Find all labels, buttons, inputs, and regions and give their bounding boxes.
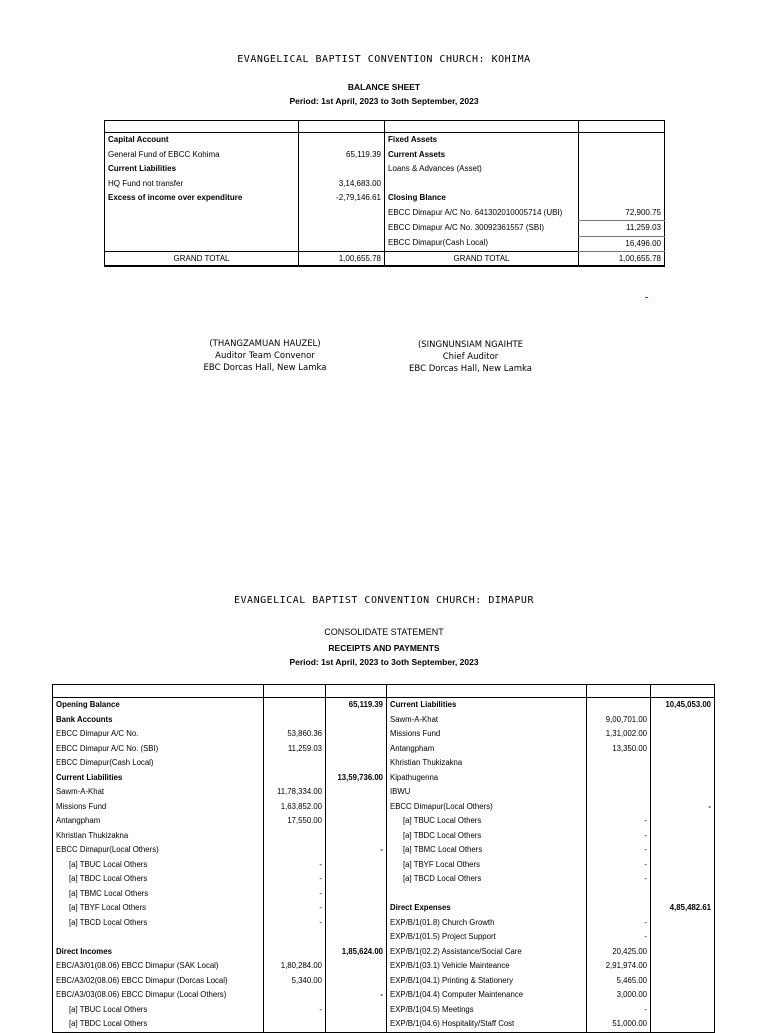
receipt-total (326, 974, 387, 989)
payment-amount: - (587, 829, 651, 844)
balance-sheet-period: Period: 1st April, 2023 to 3oth September, 2023 (289, 96, 479, 106)
liability-label: HQ Fund not transfer (108, 178, 184, 188)
payment-total (651, 959, 715, 974)
payment-amount: 1,31,002.00 (587, 727, 651, 742)
payment-label: EXP/B/1(04.4) Computer Maintenance (387, 988, 587, 1003)
receipt-label: Missions Fund (56, 801, 107, 811)
payment-label: [a] TBUC Local Others (387, 814, 587, 829)
table-row (53, 698, 715, 713)
receipt-label: [a] TBMC Local Others (69, 888, 149, 898)
receipt-label: Opening Balance (56, 700, 120, 709)
receipt-total (326, 887, 387, 902)
receipt-total (326, 800, 387, 815)
table-row (53, 887, 715, 902)
payment-amount: - (587, 916, 651, 931)
receipt-total (326, 1003, 387, 1018)
grand-total-right: 1,00,655.78 (579, 252, 665, 267)
asset-label: EBCC Dimapur A/C No. 30092361557 (SBI) (385, 221, 579, 237)
asset-label: Fixed Assets (385, 133, 579, 148)
payment-label: [a] TBYF Local Others (387, 858, 587, 873)
grand-total-label: GRAND TOTAL (105, 252, 299, 267)
payment-total (651, 1003, 715, 1018)
payment-amount (587, 771, 651, 786)
payment-total (651, 1017, 715, 1032)
signatory-place: EBC Dorcas Hall, New Lamka (409, 364, 532, 374)
payment-label: EXP/B/1(01.8) Church Growth (387, 916, 587, 931)
table-row (53, 858, 715, 873)
liability-amount: -2,79,146.61 (299, 191, 385, 206)
signatory-role: Auditor Team Convenor (215, 351, 315, 361)
payment-amount: 20,425.00 (587, 945, 651, 960)
payment-label: Direct Expenses (387, 901, 587, 916)
receipt-label: Bank Accounts (56, 714, 113, 724)
payment-total (651, 829, 715, 844)
payment-total (651, 727, 715, 742)
table-row (53, 974, 715, 989)
payment-amount: - (587, 858, 651, 873)
liability-label (105, 221, 299, 237)
payment-label: Sawm-A-Khat (387, 713, 587, 728)
liability-amount (299, 206, 385, 221)
payment-label: EXP/B/1(03.1) Vehicle Mainteance (387, 959, 587, 974)
table-row (53, 959, 715, 974)
table-row (53, 1017, 715, 1032)
asset-label: Closing Blance (385, 191, 579, 206)
payment-total (651, 887, 715, 902)
receipt-amount: 53,860.36 (264, 727, 326, 742)
signature-block-convenor (180, 338, 350, 374)
receipt-total (326, 916, 387, 931)
table-row (53, 785, 715, 800)
payment-label: EXP/B/1(04.1) Printing & Stationery (387, 974, 587, 989)
liability-amount: 65,119.39 (299, 148, 385, 163)
asset-amount (579, 177, 665, 192)
receipt-total (326, 814, 387, 829)
kohima-org-title: EVANGELICAL BAPTIST CONVENTION CHURCH: KOHIMA (237, 54, 531, 65)
receipt-amount: - (264, 901, 326, 916)
table-row (53, 930, 715, 945)
liability-label: Excess of income over expenditure (108, 193, 243, 202)
signature-block-chief-auditor (383, 339, 558, 375)
receipt-label: [a] TBUC Local Others (69, 1004, 148, 1014)
receipt-amount: 17,550.00 (264, 814, 326, 829)
payment-total (651, 945, 715, 960)
receipt-label: Khristian Thukizakna (56, 830, 129, 840)
table-row (53, 814, 715, 829)
grand-total-left: 1,00,655.78 (299, 252, 385, 267)
receipt-total: 1,85,624.00 (326, 945, 387, 960)
table-row (105, 206, 665, 221)
receipt-label: [a] TBCD Local Others (69, 917, 148, 927)
table-row (53, 916, 715, 931)
payment-label: EXP/B/1(04.6) Hospitality/Staff Cost (387, 1017, 587, 1032)
receipt-total (326, 930, 387, 945)
receipt-label: [a] TBUC Local Others (69, 859, 148, 869)
payment-amount: 13,350.00 (587, 742, 651, 757)
liability-amount: 3,14,683.00 (299, 177, 385, 192)
payment-label (387, 887, 587, 902)
receipt-amount (264, 771, 326, 786)
signatory-role: Chief Auditor (442, 352, 499, 362)
receipt-amount (264, 829, 326, 844)
table-row (53, 901, 715, 916)
receipt-amount: - (264, 1003, 326, 1018)
liability-amount (299, 133, 385, 148)
payment-label: EXP/B/1(01.5) Project Support (387, 930, 587, 945)
payment-amount: - (587, 872, 651, 887)
payment-label: EBCC Dimapur(Local Others) (387, 800, 587, 815)
signatory-name: (SINGNUNSIAM NGAIHTE (417, 340, 524, 350)
asset-amount: 72,900.75 (579, 206, 665, 221)
payment-total (651, 756, 715, 771)
table-header-row (105, 121, 665, 133)
table-row (105, 191, 665, 206)
payment-total (651, 916, 715, 931)
receipt-amount: - (264, 916, 326, 931)
red-mark (645, 297, 648, 298)
liability-label: Capital Account (108, 135, 169, 144)
payment-amount: - (587, 843, 651, 858)
table-row (53, 800, 715, 815)
liability-label: General Fund of EBCC Kohima (108, 149, 220, 159)
receipt-total (326, 872, 387, 887)
payment-label: Missions Fund (387, 727, 587, 742)
payment-label: Khristian Thukizakna (387, 756, 587, 771)
receipt-total (326, 713, 387, 728)
receipt-amount (264, 930, 326, 945)
receipt-total: 65,119.39 (326, 698, 387, 713)
signatory-place: EBC Dorcas Hall, New Lamka (203, 363, 327, 373)
payment-label: [a] TBMC Local Others (387, 843, 587, 858)
payment-total (651, 858, 715, 873)
table-row (53, 771, 715, 786)
payment-total (651, 930, 715, 945)
table-row (105, 177, 665, 192)
receipt-label (53, 930, 264, 945)
asset-amount (579, 162, 665, 177)
receipt-label: EBC/A3/02(08.06) EBCC Dimapur (Dorcas Local) (56, 975, 228, 985)
receipt-label: Current Liabilities (56, 772, 123, 782)
payment-label: Kipathugenna (387, 771, 587, 786)
grand-total-label: GRAND TOTAL (385, 252, 579, 267)
asset-amount: 16,496.00 (579, 236, 665, 252)
asset-label: Loans & Advances (Asset) (385, 162, 579, 177)
receipt-total (326, 785, 387, 800)
receipt-total: - (326, 988, 387, 1003)
asset-amount (579, 191, 665, 206)
payment-label: [a] TBDC Local Others (387, 829, 587, 844)
payment-total (651, 814, 715, 829)
consolidate-statement-title: CONSOLIDATE STATEMENT (324, 627, 444, 637)
table-row (53, 756, 715, 771)
receipt-label: EBC/A3/03(08.06) EBCC Dimapur (Local Others) (56, 990, 227, 999)
table-row (105, 133, 665, 148)
receipt-amount: 1,80,284.00 (264, 959, 326, 974)
liability-amount (299, 236, 385, 252)
asset-label: EBCC Dimapur(Cash Local) (385, 236, 579, 252)
table-row (53, 872, 715, 887)
table-row (53, 843, 715, 858)
receipt-total (326, 959, 387, 974)
payment-amount: 3,000.00 (587, 988, 651, 1003)
payment-amount: - (587, 1003, 651, 1018)
receipts-payments-title: RECEIPTS AND PAYMENTS (328, 643, 440, 653)
liability-amount (299, 162, 385, 177)
payment-total (651, 785, 715, 800)
table-row (53, 945, 715, 960)
table-row (105, 236, 665, 252)
receipt-amount (264, 843, 326, 858)
table-row (105, 148, 665, 163)
liability-label: Current Liabilities (108, 164, 177, 173)
payment-amount: 5,465.00 (587, 974, 651, 989)
receipts-payments-period: Period: 1st April, 2023 to 3oth September, 2023 (289, 657, 479, 667)
table-row (53, 1003, 715, 1018)
receipt-total (326, 742, 387, 757)
balance-sheet-table (104, 120, 665, 267)
receipt-label: EBC/A3/01(08.06) EBCC Dimapur (SAK Local) (56, 961, 219, 970)
payment-total: 4,85,482.61 (651, 901, 715, 916)
payment-total: - (651, 800, 715, 815)
liability-amount (299, 221, 385, 237)
receipt-total: - (326, 843, 387, 858)
table-row (53, 988, 715, 1003)
payment-amount (587, 785, 651, 800)
receipt-label: [a] TBYF Local Others (69, 903, 146, 912)
receipt-amount: 5,340.00 (264, 974, 326, 989)
payment-total (651, 988, 715, 1003)
receipt-total (326, 901, 387, 916)
receipt-amount: - (264, 887, 326, 902)
payment-amount (587, 901, 651, 916)
table-row (53, 727, 715, 742)
payment-total (651, 713, 715, 728)
signatory-name: (THANGZAMUAN HAUZEL) (209, 339, 321, 349)
receipt-amount (264, 713, 326, 728)
table-row (53, 829, 715, 844)
receipt-amount: 11,78,334.00 (264, 785, 326, 800)
payment-total (651, 742, 715, 757)
receipt-amount (264, 988, 326, 1003)
asset-label: EBCC Dimapur A/C No. 641302010005714 (UBI) (385, 206, 579, 221)
table-row (53, 713, 715, 728)
liability-label (105, 236, 299, 252)
payment-amount: - (587, 814, 651, 829)
table-row (53, 742, 715, 757)
receipt-label: Direct Incomes (56, 946, 112, 956)
payment-amount (587, 756, 651, 771)
payment-amount (587, 800, 651, 815)
payment-total: 10,45,053.00 (651, 698, 715, 713)
receipt-label: EBCC Dimapur A/C No. (56, 729, 139, 738)
receipt-amount (264, 756, 326, 771)
payment-amount: 2,91,974.00 (587, 959, 651, 974)
payment-label: Current Liabilities (387, 698, 587, 713)
receipt-total (326, 756, 387, 771)
grand-total-row (105, 252, 665, 267)
receipt-label: EBCC Dimapur(Cash Local) (56, 758, 154, 767)
payment-amount: 9,00,701.00 (587, 713, 651, 728)
asset-amount: 11,259.03 (579, 221, 665, 237)
payment-label: EXP/B/1(02.2) Assistance/Social Care (387, 945, 587, 960)
receipt-label: Antangpham (56, 816, 101, 825)
receipt-amount: - (264, 858, 326, 873)
table-row (105, 162, 665, 177)
payment-label: Antangpham (387, 742, 587, 757)
asset-label (385, 177, 579, 192)
payment-total (651, 974, 715, 989)
receipt-total (326, 858, 387, 873)
payment-total (651, 771, 715, 786)
payment-label: IBWU (387, 785, 587, 800)
balance-sheet-title: BALANCE SHEET (347, 82, 421, 92)
receipt-amount: - (264, 872, 326, 887)
receipt-amount (264, 945, 326, 960)
table-header-row (53, 685, 715, 698)
payment-total (651, 843, 715, 858)
receipts-payments-table (52, 684, 715, 1033)
receipt-amount: 1,63,852.00 (264, 800, 326, 815)
payment-total (651, 872, 715, 887)
liability-label (105, 206, 299, 221)
receipt-label: EBCC Dimapur(Local Others) (56, 845, 159, 854)
receipt-label: Sawm-A-Khat (56, 787, 105, 796)
table-row (105, 221, 665, 237)
payment-amount: 51,000.00 (587, 1017, 651, 1032)
receipt-amount: 11,259.03 (264, 742, 326, 757)
asset-amount (579, 133, 665, 148)
receipt-total (326, 829, 387, 844)
asset-label: Current Assets (385, 148, 579, 163)
payment-amount (587, 698, 651, 713)
receipt-label: [a] TBDC Local Others (69, 874, 148, 883)
receipt-amount (264, 1017, 326, 1032)
payment-label: [a] TBCD Local Others (387, 872, 587, 887)
payment-label: EXP/B/1(04.5) Meetings (387, 1003, 587, 1018)
receipt-total (326, 727, 387, 742)
receipt-label: EBCC Dimapur A/C No. (SBI) (56, 743, 159, 753)
receipt-amount (264, 698, 326, 713)
dimapur-org-title: EVANGELICAL BAPTIST CONVENTION CHURCH: DIMAPUR (234, 595, 534, 606)
asset-amount (579, 148, 665, 163)
receipt-total: 13,59,736.00 (326, 771, 387, 786)
payment-amount: - (587, 930, 651, 945)
receipt-total (326, 1017, 387, 1032)
payment-amount (587, 887, 651, 902)
receipt-label: [a] TBDC Local Others (69, 1019, 148, 1028)
